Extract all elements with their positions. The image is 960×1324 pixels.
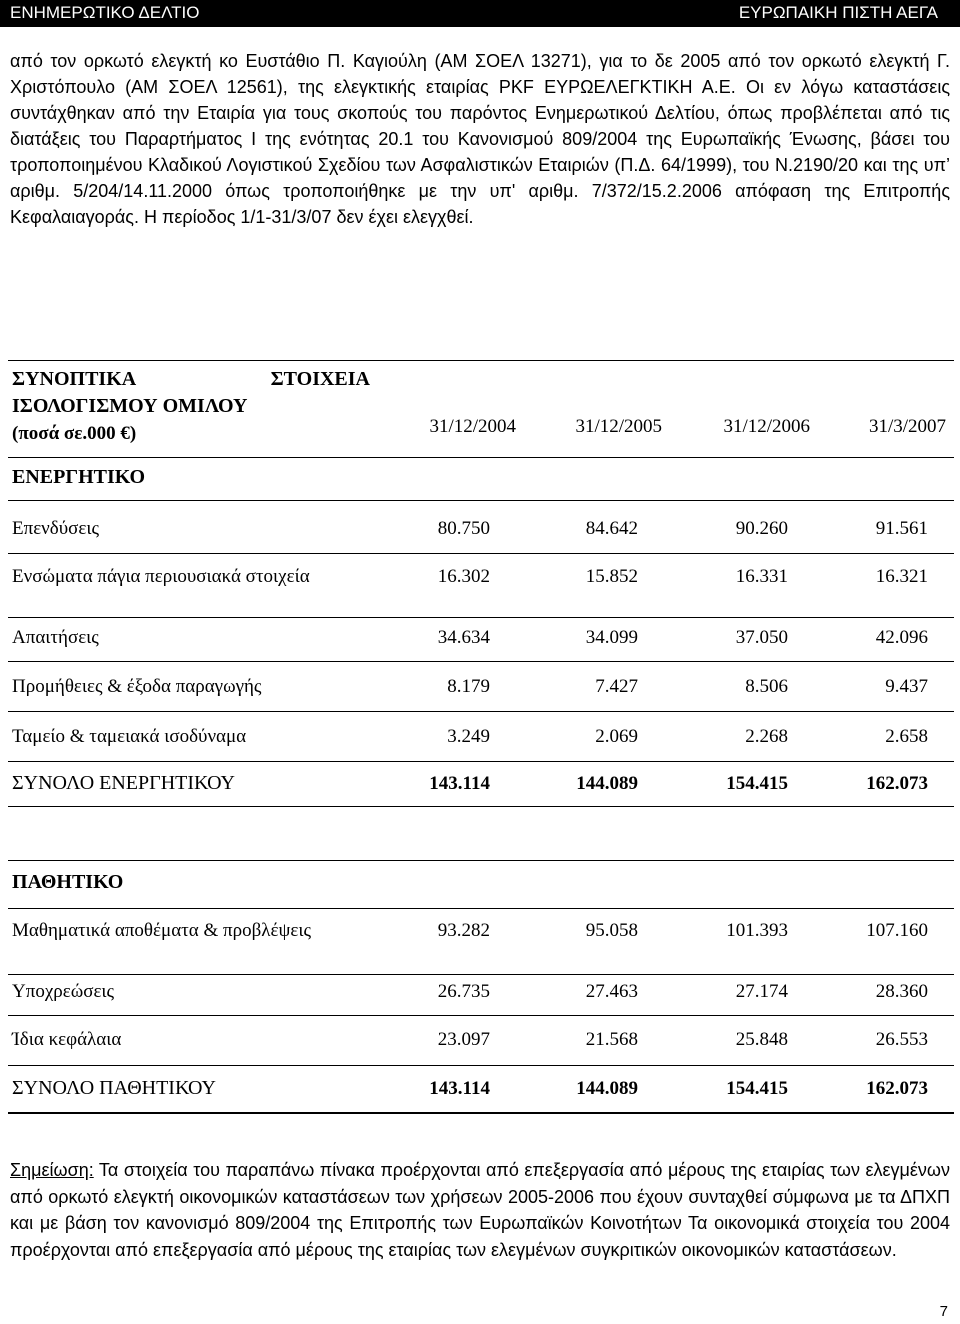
table-cell: 9.437 [885,676,928,697]
table-cell: 144.089 [576,773,638,794]
table-cell: 7.427 [595,676,638,697]
table-cell: 42.096 [875,627,928,648]
row-label-total-liabilities: ΣΥΝΟΛΟ ΠΑΘΗΤΙΚΟΥ [12,1077,216,1099]
table-cell: 26.553 [875,1029,928,1050]
assets-heading: ΕΝΕΡΓΗΤΙΚΟ [12,466,145,488]
table-cell: 8.506 [745,676,788,697]
table-title [12,366,382,447]
row-divider [8,1065,954,1066]
table-cell: 16.321 [875,566,928,587]
table-cell: 91.561 [875,518,928,539]
row-divider [8,974,954,975]
note-label: Σημείωση: [10,1160,94,1180]
table-top-rule [8,360,954,361]
header-divider [8,457,954,458]
row-divider [8,806,954,807]
table-cell: 27.463 [585,981,638,1002]
row-divider [8,661,954,662]
intro-text: από τον ορκωτό ελεγκτή κο Ευστάθιο Π. Καγιούλη (ΑΜ ΣΟΕΛ 13271), για το δε 2005 από τον ορκωτό ελεγκτή Γ. Χριστόπουλο (ΑΜ ΣΟΕΛ 12561), της ελεγκτικής εταιρίας PKF ΕΥΡΩΕΛΕΓΚΤΙΚΗ Α.Ε. Οι εν λόγω καταστάσεις συντάχθηκαν από την Εταιρία για τους σκοπούς του παρόντος Ενημερωτικού Δελτίου, όπως προβλέπεται από τις διατάξεις του Παραρτήματος Ι της ενότητας 20.1 του Κανονισμού 809/2004 της Ευρωπαϊκής Ένωσης, βάσει του τροποποιημένου Κλαδικού Λογιστικού Σχεδίου των Ασφαλιστικών Εταιριών (Π.Δ. 64/1999), του Ν.2190/20 και της υπ’ αριθμ. 5/204/14.11.2000 όπως τροποποιήθηκε με την υπ' αριθμ. 7/372/15.2.2006 απόφαση της Επιτροπής Κεφαλαιαγοράς. Η περίοδος 1/1-31/3/07 δεν έχει ελεγχθεί. [10,51,950,227]
page-number: 7 [939,1303,948,1320]
table-title-word-1: ΣΥΝΟΠΤΙΚΑ [12,368,137,390]
row-divider [8,860,954,861]
table-cell: 23.097 [437,1029,490,1050]
table-cell: 143.114 [429,773,490,794]
table-cell: 16.302 [437,566,490,587]
table-cell: 154.415 [726,773,788,794]
date-header-2007: 31/3/2007 [868,416,946,437]
row-label-commissions: Προμήθειες & έξοδα παραγωγής [12,676,262,697]
row-divider [8,553,954,554]
table-cell: 90.260 [735,518,788,539]
table-cell: 101.393 [726,920,788,941]
table-cell: 144.089 [576,1078,638,1099]
page-header [0,0,960,27]
table-cell: 2.268 [745,726,788,747]
table-cell: 37.050 [735,627,788,648]
row-label-obligations: Υποχρεώσεις [12,981,115,1002]
header-left-title: ΕΝΗΜΕΡΩΤΙΚΟ ΔΕΛΤΙΟ [10,3,200,22]
table-cell: 143.114 [429,1078,490,1099]
table-title-word-2: ΣΤΟΙΧΕΙΑ [270,368,370,390]
row-divider [8,761,954,762]
table-cell: 154.415 [726,1078,788,1099]
table-cell: 28.360 [875,981,928,1002]
table-cell: 21.568 [585,1029,638,1050]
row-label-fixed-assets: Ενσώματα πάγια περιουσιακά στοιχεία [12,566,310,587]
table-cell: 27.174 [735,981,788,1002]
table-cell: 8.179 [447,676,490,697]
table-cell: 25.848 [735,1029,788,1050]
row-label-equity: Ίδια κεφάλαια [12,1029,122,1050]
assets-heading-rule [8,500,954,501]
table-cell: 162.073 [866,1078,928,1099]
table-cell: 2.069 [595,726,638,747]
row-divider [8,1015,954,1016]
table-bottom-rule [8,1112,954,1114]
table-cell: 15.852 [585,566,638,587]
table-cell: 95.058 [585,920,638,941]
table-cell: 93.282 [437,920,490,941]
table-cell: 107.160 [866,920,928,941]
liabilities-heading: ΠΑΘΗΤΙΚΟ [12,871,124,893]
date-header-2005: 31/12/2005 [575,416,662,437]
table-title-units: (ποσά σε.000 €) [12,423,137,444]
date-header-2006: 31/12/2006 [723,416,810,437]
row-divider [8,711,954,712]
table-title-line-1 [12,366,370,393]
row-label-mathematical-reserves: Μαθηματικά αποθέματα & προβλέψεις [12,920,311,941]
row-divider [8,908,954,909]
table-title-line-2: ΙΣΟΛΟΓΙΣΜΟΥ ΟΜΙΛΟΥ [12,395,248,417]
note-text: Τα στοιχεία του παραπάνω πίνακα προέρχονται από επεξεργασία από μέρους της εταιρίας των ελεγμένων από ορκωτό ελεγκτή οικονομικών καταστάσεων των χρήσεων 2005-2006 που έχουν συνταχθεί σύμφωνα με τα ΔΠΧΠ και με βάση τον κανονισμό 809/2004 της Επιτροπής των Ευρωπαϊκών Κοινοτήτων Τα οικονομικά στοιχεία του 2004 προέρχονται από επεξεργασία από μέρους της εταιρίας των ελεγμένων συγκριτικών οικονομικών καταστάσεων. [10,1160,950,1260]
header-right-title: ΕΥΡΩΠΑΙΚΗ ΠΙΣΤΗ ΑΕΓΑ [738,3,938,22]
table-cell: 34.099 [585,627,638,648]
table-cell: 34.634 [437,627,490,648]
row-label-cash: Ταμείο & ταμειακά ισοδύναμα [12,726,247,747]
table-cell: 26.735 [437,981,490,1002]
table-cell: 84.642 [585,518,638,539]
table-cell: 162.073 [866,773,928,794]
table-cell: 80.750 [437,518,490,539]
note-paragraph [10,1157,950,1263]
table-cell: 2.658 [885,726,928,747]
row-divider [8,617,954,618]
table-cell: 3.249 [447,726,490,747]
intro-paragraph [10,48,950,230]
date-header-2004: 31/12/2004 [429,416,516,437]
row-label-receivables: Απαιτήσεις [12,627,99,648]
row-label-total-assets: ΣΥΝΟΛΟ ΕΝΕΡΓΗΤΙΚΟΥ [12,772,235,794]
table-cell: 16.331 [735,566,788,587]
row-label-investments: Επενδύσεις [12,518,99,539]
